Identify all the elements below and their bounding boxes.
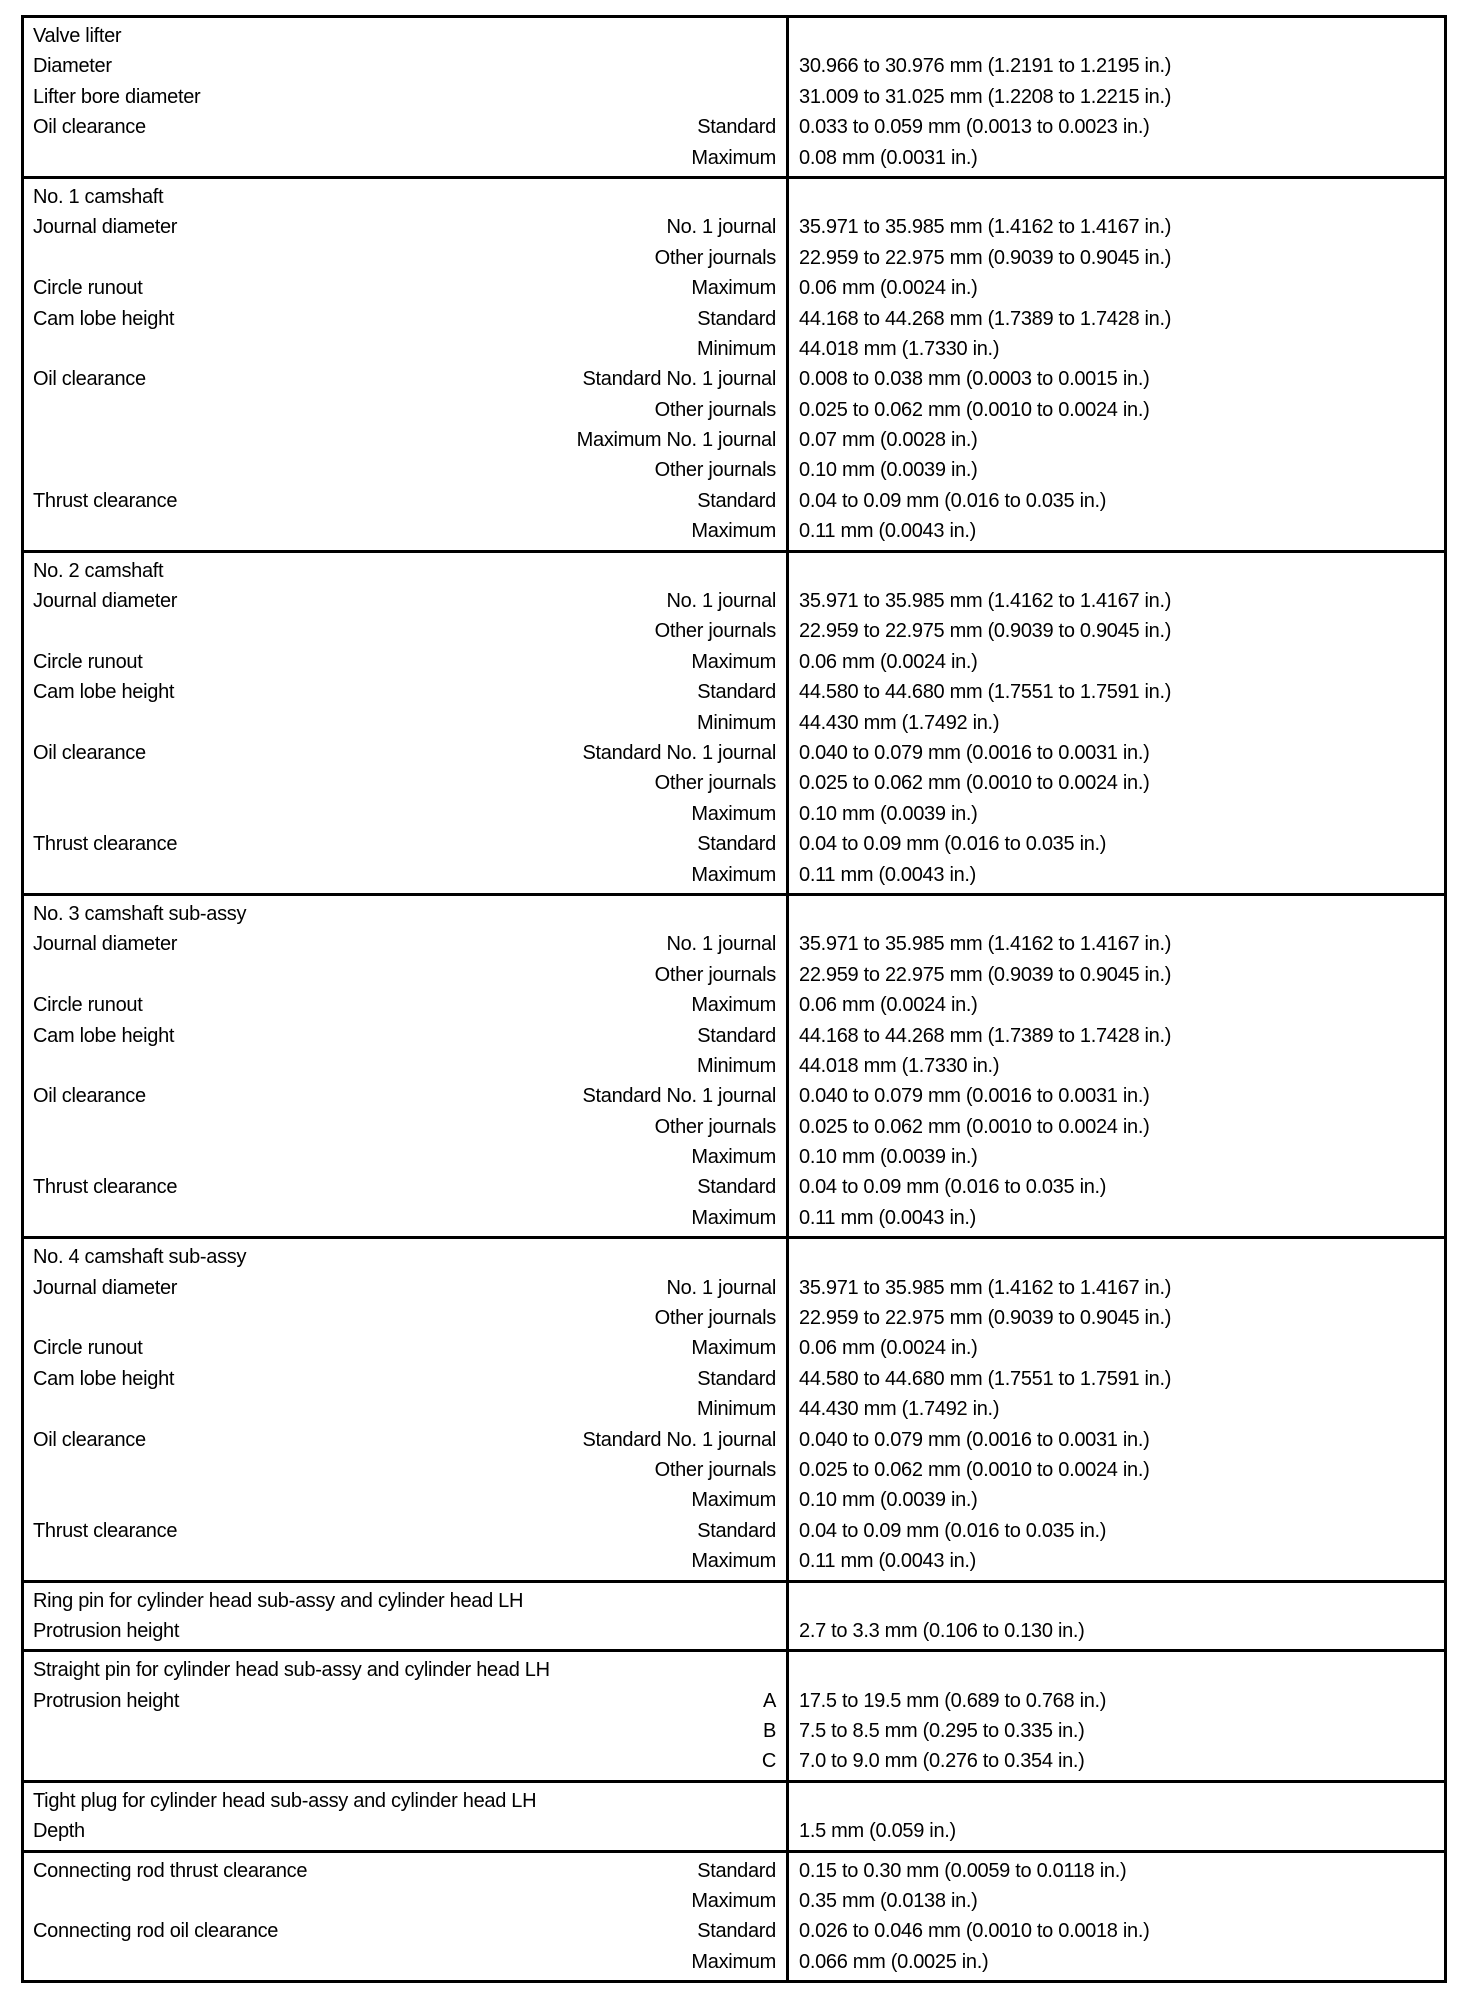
spec-row-label xyxy=(33,1686,776,1716)
spec-row-label xyxy=(33,899,776,929)
spec-item-label: Cam lobe height xyxy=(33,307,175,330)
spec-value: 22.959 to 22.975 mm (0.9039 to 0.9045 in.) xyxy=(799,1307,1172,1330)
spec-value-cell xyxy=(789,1583,1444,1650)
spec-item-label: Protrusion height xyxy=(33,1619,180,1642)
spec-qualifier: No. 1 journal xyxy=(666,1276,776,1299)
spec-row-label xyxy=(33,738,776,768)
spec-qualifier: No. 1 journal xyxy=(666,933,776,956)
spec-item-label: Journal diameter xyxy=(33,933,178,956)
spec-qualifier: B xyxy=(762,1720,776,1743)
spec-row-label xyxy=(33,586,776,616)
spec-qualifier: Standard xyxy=(697,1519,776,1542)
spec-row-label xyxy=(33,273,776,303)
spec-qualifier: Other journals xyxy=(654,620,776,643)
spec-row-label xyxy=(33,1455,776,1485)
spec-qualifier: Other journals xyxy=(654,246,776,269)
spec-qualifier: Standard No. 1 journal xyxy=(582,741,776,764)
spec-label-cell xyxy=(24,1783,789,1850)
spec-qualifier: A xyxy=(762,1689,776,1712)
spec-item-label: Oil clearance xyxy=(33,368,146,391)
spec-qualifier: Other journals xyxy=(654,459,776,482)
spec-value: 35.971 to 35.985 mm (1.4162 to 1.4167 in.) xyxy=(799,216,1172,239)
spec-qualifier: Maximum No. 1 journal xyxy=(576,429,776,452)
spec-value: 7.0 to 9.0 mm (0.276 to 0.354 in.) xyxy=(799,1750,1085,1773)
spec-qualifier: Other journals xyxy=(654,1115,776,1138)
spec-value-cell xyxy=(789,553,1444,893)
spec-value: 44.018 mm (1.7330 in.) xyxy=(799,1054,1000,1077)
spec-row-label xyxy=(33,1816,776,1846)
spec-qualifier: No. 1 journal xyxy=(666,216,776,239)
spec-value: 1.5 mm (0.059 in.) xyxy=(799,1820,956,1843)
spec-qualifier: Minimum xyxy=(696,711,776,734)
spec-qualifier: Other journals xyxy=(654,1307,776,1330)
spec-qualifier: No. 1 journal xyxy=(666,590,776,613)
spec-value xyxy=(799,21,1436,51)
spec-value: 0.11 mm (0.0043 in.) xyxy=(799,1550,977,1573)
spec-qualifier: Standard xyxy=(697,681,776,704)
spec-value xyxy=(799,1786,1436,1816)
spec-item-label: Tight plug for cylinder head sub-assy and cylinder head LH xyxy=(33,1789,537,1812)
spec-value: 0.025 to 0.062 mm (0.0010 to 0.0024 in.) xyxy=(799,398,1150,421)
spec-qualifier: Standard xyxy=(697,1024,776,1047)
spec-value: 22.959 to 22.975 mm (0.9039 to 0.9045 in.) xyxy=(799,620,1172,643)
spec-row-label xyxy=(33,425,776,455)
spec-row-label xyxy=(33,455,776,485)
spec-row-label xyxy=(33,1856,776,1886)
spec-label-cell xyxy=(24,896,789,1236)
spec-label-cell xyxy=(24,179,789,550)
spec-row-label xyxy=(33,1425,776,1455)
spec-row-label xyxy=(33,829,776,859)
spec-value: 44.430 mm (1.7492 in.) xyxy=(799,711,1000,734)
spec-value xyxy=(799,1242,1436,1272)
spec-value: 22.959 to 22.975 mm (0.9039 to 0.9045 in.) xyxy=(799,963,1172,986)
spec-item-label: Journal diameter xyxy=(33,216,178,239)
spec-row-label xyxy=(33,364,776,394)
spec-item-label: Oil clearance xyxy=(33,1428,146,1451)
spec-qualifier: Maximum xyxy=(691,994,776,1017)
spec-section xyxy=(24,176,1444,550)
spec-value: 0.06 mm (0.0024 in.) xyxy=(799,277,978,300)
spec-row-label xyxy=(33,1746,776,1776)
spec-value-cell xyxy=(789,1853,1444,1981)
spec-value: 44.018 mm (1.7330 in.) xyxy=(799,337,1000,360)
spec-row-label xyxy=(33,1142,776,1172)
spec-qualifier: Maximum xyxy=(691,520,776,543)
spec-qualifier: Minimum xyxy=(696,337,776,360)
spec-value: 22.959 to 22.975 mm (0.9039 to 0.9045 in.) xyxy=(799,246,1172,269)
spec-qualifier: Other journals xyxy=(654,398,776,421)
spec-value-cell xyxy=(789,1239,1444,1579)
spec-value xyxy=(799,182,1436,212)
spec-item-label: Journal diameter xyxy=(33,1276,178,1299)
spec-row-label xyxy=(33,556,776,586)
spec-value: 0.08 mm (0.0031 in.) xyxy=(799,146,978,169)
spec-value: 0.06 mm (0.0024 in.) xyxy=(799,994,978,1017)
spec-item-label: Oil clearance xyxy=(33,1085,146,1108)
spec-row-label xyxy=(33,1021,776,1051)
spec-item-label: Circle runout xyxy=(33,1337,143,1360)
specification-table xyxy=(21,15,1447,1983)
spec-row-label xyxy=(33,1716,776,1746)
spec-value: 0.04 to 0.09 mm (0.016 to 0.035 in.) xyxy=(799,833,1107,856)
spec-section xyxy=(24,550,1444,893)
spec-row-label xyxy=(33,143,776,173)
spec-section xyxy=(24,1236,1444,1579)
spec-item-label: Depth xyxy=(33,1820,85,1843)
spec-qualifier: Standard xyxy=(697,833,776,856)
spec-qualifier: C xyxy=(761,1750,776,1773)
spec-value-cell xyxy=(789,896,1444,1236)
spec-value-cell xyxy=(789,1652,1444,1780)
spec-value: 7.5 to 8.5 mm (0.295 to 0.335 in.) xyxy=(799,1720,1085,1743)
spec-item-label: Protrusion height xyxy=(33,1689,180,1712)
spec-value: 0.026 to 0.046 mm (0.0010 to 0.0018 in.) xyxy=(799,1920,1150,1943)
spec-row-label xyxy=(33,516,776,546)
spec-value: 0.07 mm (0.0028 in.) xyxy=(799,429,978,452)
spec-qualifier: Standard xyxy=(697,116,776,139)
spec-row-label xyxy=(33,1081,776,1111)
spec-value: 0.025 to 0.062 mm (0.0010 to 0.0024 in.) xyxy=(799,1458,1150,1481)
spec-row-label xyxy=(33,212,776,242)
spec-value: 44.168 to 44.268 mm (1.7389 to 1.7428 in.) xyxy=(799,307,1172,330)
spec-item-label: Diameter xyxy=(33,55,112,78)
spec-value: 44.580 to 44.680 mm (1.7551 to 1.7591 in.) xyxy=(799,1367,1172,1390)
spec-row-label xyxy=(33,304,776,334)
spec-qualifier: Standard xyxy=(697,307,776,330)
spec-item-label: Oil clearance xyxy=(33,741,146,764)
spec-row-label xyxy=(33,1112,776,1142)
spec-qualifier: Maximum xyxy=(691,802,776,825)
spec-qualifier: Maximum xyxy=(691,1950,776,1973)
spec-section xyxy=(24,1580,1444,1650)
spec-row-label xyxy=(33,616,776,646)
spec-row-label xyxy=(33,1485,776,1515)
spec-qualifier: Maximum xyxy=(691,277,776,300)
spec-row-label xyxy=(33,1273,776,1303)
spec-item-label: Thrust clearance xyxy=(33,1519,178,1542)
spec-qualifier: Standard xyxy=(697,1176,776,1199)
spec-row-label xyxy=(33,112,776,142)
spec-row-label xyxy=(33,647,776,677)
spec-section xyxy=(24,1649,1444,1780)
spec-value: 0.06 mm (0.0024 in.) xyxy=(799,650,978,673)
spec-row-label xyxy=(33,960,776,990)
spec-row-label xyxy=(33,1203,776,1233)
spec-row-label xyxy=(33,82,776,112)
spec-qualifier: Maximum xyxy=(691,650,776,673)
spec-item-label: Thrust clearance xyxy=(33,833,178,856)
spec-value: 0.033 to 0.059 mm (0.0013 to 0.0023 in.) xyxy=(799,116,1150,139)
spec-qualifier: Maximum xyxy=(691,1337,776,1360)
spec-value: 0.040 to 0.079 mm (0.0016 to 0.0031 in.) xyxy=(799,1085,1150,1108)
spec-label-cell xyxy=(24,1239,789,1579)
spec-label-cell xyxy=(24,1853,789,1981)
spec-value: 30.966 to 30.976 mm (1.2191 to 1.2195 in.) xyxy=(799,55,1172,78)
spec-row-label xyxy=(33,1172,776,1202)
spec-item-label: Journal diameter xyxy=(33,590,178,613)
spec-value: 44.168 to 44.268 mm (1.7389 to 1.7428 in.) xyxy=(799,1024,1172,1047)
spec-value: 17.5 to 19.5 mm (0.689 to 0.768 in.) xyxy=(799,1689,1107,1712)
spec-row-label xyxy=(33,1616,776,1646)
spec-row-label xyxy=(33,1303,776,1333)
spec-item-label: Connecting rod oil clearance xyxy=(33,1920,279,1943)
spec-item-label: Circle runout xyxy=(33,277,143,300)
spec-item-label: Thrust clearance xyxy=(33,489,178,512)
spec-row-label xyxy=(33,929,776,959)
spec-value: 0.040 to 0.079 mm (0.0016 to 0.0031 in.) xyxy=(799,741,1150,764)
spec-item-label: Ring pin for cylinder head sub-assy and cylinder head LH xyxy=(33,1589,524,1612)
spec-qualifier: Maximum xyxy=(691,1550,776,1573)
spec-value-cell xyxy=(789,1783,1444,1850)
spec-item-label: Connecting rod thrust clearance xyxy=(33,1859,308,1882)
spec-value xyxy=(799,556,1436,586)
spec-value: 0.11 mm (0.0043 in.) xyxy=(799,520,977,543)
spec-qualifier: Other journals xyxy=(654,772,776,795)
spec-qualifier: Standard xyxy=(697,1367,776,1390)
spec-item-label: No. 4 camshaft sub-assy xyxy=(33,1246,247,1269)
spec-value: 35.971 to 35.985 mm (1.4162 to 1.4167 in.) xyxy=(799,1276,1172,1299)
spec-value: 0.04 to 0.09 mm (0.016 to 0.035 in.) xyxy=(799,489,1107,512)
spec-row-label xyxy=(33,1394,776,1424)
spec-item-label: Cam lobe height xyxy=(33,1024,175,1047)
spec-row-label xyxy=(33,182,776,212)
spec-item-label: Circle runout xyxy=(33,994,143,1017)
spec-row-label xyxy=(33,708,776,738)
spec-item-label: Cam lobe height xyxy=(33,681,175,704)
spec-value: 0.10 mm (0.0039 in.) xyxy=(799,802,978,825)
spec-value: 0.04 to 0.09 mm (0.016 to 0.035 in.) xyxy=(799,1519,1107,1542)
spec-value: 44.580 to 44.680 mm (1.7551 to 1.7591 in.) xyxy=(799,681,1172,704)
spec-row-label xyxy=(33,243,776,273)
spec-row-label xyxy=(33,1886,776,1916)
spec-label-cell xyxy=(24,553,789,893)
spec-value: 0.06 mm (0.0024 in.) xyxy=(799,1337,978,1360)
spec-qualifier: Standard xyxy=(697,1859,776,1882)
spec-row-label xyxy=(33,1655,776,1685)
spec-qualifier: Maximum xyxy=(691,1206,776,1229)
spec-row-label xyxy=(33,395,776,425)
spec-item-label: Circle runout xyxy=(33,650,143,673)
spec-value: 0.025 to 0.062 mm (0.0010 to 0.0024 in.) xyxy=(799,772,1150,795)
spec-value-cell xyxy=(789,179,1444,550)
spec-row-label xyxy=(33,1786,776,1816)
spec-label-cell xyxy=(24,1583,789,1650)
spec-section xyxy=(24,1780,1444,1850)
spec-row-label xyxy=(33,1051,776,1081)
spec-row-label xyxy=(33,1242,776,1272)
spec-value: 0.15 to 0.30 mm (0.0059 to 0.0118 in.) xyxy=(799,1859,1127,1882)
spec-qualifier: Standard xyxy=(697,489,776,512)
spec-row-label xyxy=(33,1916,776,1946)
spec-value xyxy=(799,1586,1436,1616)
spec-value: 0.008 to 0.038 mm (0.0003 to 0.0015 in.) xyxy=(799,368,1150,391)
spec-item-label: No. 1 camshaft xyxy=(33,185,164,208)
spec-row-label xyxy=(33,860,776,890)
spec-value: 35.971 to 35.985 mm (1.4162 to 1.4167 in.) xyxy=(799,590,1172,613)
spec-row-label xyxy=(33,1947,776,1977)
spec-value: 31.009 to 31.025 mm (1.2208 to 1.2215 in.) xyxy=(799,85,1172,108)
spec-row-label xyxy=(33,1364,776,1394)
spec-value: 0.10 mm (0.0039 in.) xyxy=(799,1489,978,1512)
spec-item-label: Oil clearance xyxy=(33,116,146,139)
spec-value: 0.025 to 0.062 mm (0.0010 to 0.0024 in.) xyxy=(799,1115,1150,1138)
spec-value: 2.7 to 3.3 mm (0.106 to 0.130 in.) xyxy=(799,1619,1085,1642)
spec-value: 0.10 mm (0.0039 in.) xyxy=(799,1146,978,1169)
spec-item-label: Thrust clearance xyxy=(33,1176,178,1199)
spec-qualifier: Standard xyxy=(697,1920,776,1943)
spec-row-label xyxy=(33,768,776,798)
spec-row-label xyxy=(33,1516,776,1546)
spec-value: 35.971 to 35.985 mm (1.4162 to 1.4167 in.) xyxy=(799,933,1172,956)
spec-qualifier: Standard No. 1 journal xyxy=(582,368,776,391)
spec-value: 0.11 mm (0.0043 in.) xyxy=(799,1206,977,1229)
spec-qualifier: Maximum xyxy=(691,1489,776,1512)
spec-row-label xyxy=(33,486,776,516)
spec-row-label xyxy=(33,677,776,707)
spec-item-label: Straight pin for cylinder head sub-assy and cylinder head LH xyxy=(33,1659,550,1682)
spec-qualifier: Other journals xyxy=(654,963,776,986)
spec-row-label xyxy=(33,1586,776,1616)
spec-row-label xyxy=(33,51,776,81)
spec-row-label xyxy=(33,1546,776,1576)
spec-row-label xyxy=(33,334,776,364)
spec-value: 0.10 mm (0.0039 in.) xyxy=(799,459,978,482)
spec-item-label: Valve lifter xyxy=(33,25,122,47)
spec-value: 0.35 mm (0.0138 in.) xyxy=(799,1890,978,1913)
spec-item-label: Cam lobe height xyxy=(33,1367,175,1390)
spec-qualifier: Maximum xyxy=(691,1146,776,1169)
spec-row-label xyxy=(33,21,776,51)
spec-qualifier: Standard No. 1 journal xyxy=(582,1428,776,1451)
spec-value xyxy=(799,899,1436,929)
spec-qualifier: Minimum xyxy=(696,1054,776,1077)
spec-section xyxy=(24,1850,1444,1981)
spec-qualifier: Maximum xyxy=(691,146,776,169)
spec-item-label: Lifter bore diameter xyxy=(33,85,201,108)
spec-value: 0.11 mm (0.0043 in.) xyxy=(799,863,977,886)
spec-value: 0.040 to 0.079 mm (0.0016 to 0.0031 in.) xyxy=(799,1428,1150,1451)
spec-row-label xyxy=(33,990,776,1020)
spec-qualifier: Maximum xyxy=(691,863,776,886)
spec-item-label: No. 3 camshaft sub-assy xyxy=(33,902,247,925)
spec-qualifier: Other journals xyxy=(654,1458,776,1481)
spec-item-label: No. 2 camshaft xyxy=(33,559,164,582)
spec-value: 0.04 to 0.09 mm (0.016 to 0.035 in.) xyxy=(799,1176,1107,1199)
spec-value: 0.066 mm (0.0025 in.) xyxy=(799,1950,989,1973)
spec-label-cell xyxy=(24,18,789,176)
spec-value-cell xyxy=(789,18,1444,176)
spec-section xyxy=(24,893,1444,1236)
spec-qualifier: Minimum xyxy=(696,1398,776,1421)
spec-row-label xyxy=(33,1333,776,1363)
spec-qualifier: Maximum xyxy=(691,1890,776,1913)
spec-value: 44.430 mm (1.7492 in.) xyxy=(799,1398,1000,1421)
spec-label-cell xyxy=(24,1652,789,1780)
spec-section xyxy=(24,18,1444,176)
spec-row-label xyxy=(33,799,776,829)
spec-value xyxy=(799,1655,1436,1685)
spec-qualifier: Standard No. 1 journal xyxy=(582,1085,776,1108)
